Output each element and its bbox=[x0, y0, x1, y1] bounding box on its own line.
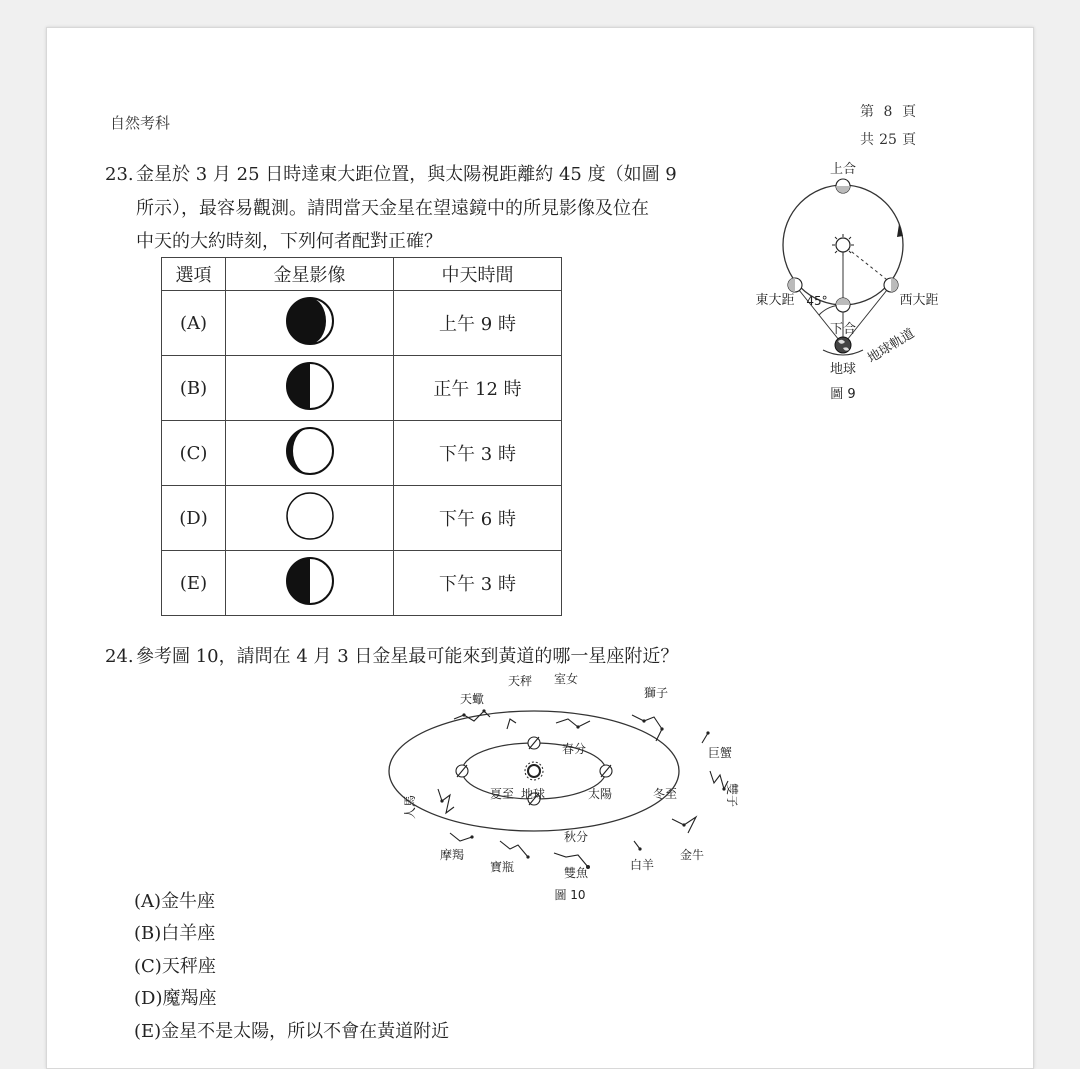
venus-phase-b-icon bbox=[285, 361, 335, 411]
venus-phase-image bbox=[226, 356, 394, 421]
exam-page bbox=[46, 27, 1034, 1069]
transit-time: 正午 12 時 bbox=[394, 356, 562, 421]
transit-time: 下午 6 時 bbox=[394, 486, 562, 551]
label-scorpio: 天蠍 bbox=[459, 692, 485, 706]
q23-line3: 中天的大約時刻，下列何者配對正確？ bbox=[136, 231, 442, 252]
option-label: (D) bbox=[162, 486, 226, 551]
q23-number: 23. bbox=[105, 164, 134, 185]
constellation-stars bbox=[440, 709, 725, 869]
capricorn-figure bbox=[450, 833, 472, 841]
label-angle: 45° bbox=[806, 294, 828, 308]
total-pages: 25 bbox=[879, 132, 897, 148]
option-label: (E) bbox=[162, 551, 226, 616]
label-earth-orbit: 地球軌道 bbox=[865, 326, 918, 367]
table-row bbox=[162, 486, 562, 551]
venus-phase-image bbox=[226, 551, 394, 616]
option-label: (B) bbox=[162, 356, 226, 421]
total-label-1: 共 bbox=[860, 132, 874, 148]
choice-b: (B)白羊座 bbox=[134, 923, 216, 944]
earth-summer-icon bbox=[456, 765, 468, 777]
sagittarius-figure bbox=[438, 789, 454, 813]
transit-time: 上午 9 時 bbox=[394, 291, 562, 356]
aquarius-figure bbox=[500, 841, 528, 857]
q23-options-table bbox=[161, 257, 562, 616]
figure-9-venus-orbit bbox=[747, 158, 967, 408]
venus-phase-a-icon bbox=[285, 296, 335, 346]
label-pisces: 雙魚 bbox=[563, 866, 589, 880]
label-autumn-equinox: 秋分 bbox=[563, 830, 589, 844]
label-taurus: 金牛 bbox=[679, 848, 705, 862]
choice-d: (D)魔羯座 bbox=[134, 988, 217, 1009]
label-libra: 天秤 bbox=[507, 674, 533, 688]
label-leo: 獅子 bbox=[643, 686, 669, 700]
header-time: 中天時間 bbox=[394, 258, 562, 291]
label-virgo: 室女 bbox=[553, 672, 579, 686]
page-number: 8 bbox=[883, 104, 893, 120]
label-sun: 太陽 bbox=[587, 787, 613, 801]
q24-text: 參考圖 10，請問在 4 月 3 日金星最可能來到黃道的哪一星座附近？ bbox=[136, 646, 679, 667]
label-gemini: 雙子 bbox=[725, 782, 739, 808]
label-winter-solstice: 冬至 bbox=[652, 787, 678, 801]
venus-west-elongation-icon bbox=[884, 278, 898, 292]
libra-figure bbox=[507, 719, 516, 729]
venus-upper-conjunction-icon bbox=[836, 179, 850, 193]
earth-spring-icon bbox=[528, 737, 540, 749]
table-row bbox=[162, 291, 562, 356]
header-image: 金星影像 bbox=[226, 258, 394, 291]
sun-icon bbox=[525, 762, 543, 780]
venus-phase-d-icon bbox=[285, 491, 335, 541]
choice-e: (E)金星不是太陽，所以不會在黃道附近 bbox=[134, 1021, 450, 1042]
label-earth: 地球 bbox=[829, 362, 857, 377]
label-spring-equinox: 春分 bbox=[561, 742, 587, 756]
label-west-elongation: 西大距 bbox=[899, 293, 939, 308]
pisces-figure bbox=[554, 853, 588, 867]
label-capricorn: 摩羯 bbox=[439, 848, 465, 862]
venus-phase-image bbox=[226, 291, 394, 356]
header-option: 選項 bbox=[162, 258, 226, 291]
table-header-row bbox=[162, 258, 562, 291]
q23-line1: 金星於 3 月 25 日時達東大距位置，與太陽視距離約 45 度（如圖 9 bbox=[136, 164, 677, 185]
venus-phase-image bbox=[226, 421, 394, 486]
venus-east-elongation-icon bbox=[788, 278, 802, 292]
page-label-2: 頁 bbox=[902, 104, 916, 120]
label-aquarius: 寶瓶 bbox=[489, 860, 515, 874]
cancer-figure bbox=[702, 733, 708, 743]
virgo-figure bbox=[556, 719, 590, 727]
earth-winter-icon bbox=[600, 765, 612, 777]
option-label: (C) bbox=[162, 421, 226, 486]
earth-icon bbox=[835, 337, 851, 353]
table-row bbox=[162, 356, 562, 421]
label-aries: 白羊 bbox=[629, 858, 655, 872]
page-indicator bbox=[860, 98, 916, 154]
transit-time: 下午 3 時 bbox=[394, 551, 562, 616]
venus-phase-c-icon bbox=[285, 426, 335, 476]
venus-phase-e-icon bbox=[285, 556, 335, 606]
venus-phase-image bbox=[226, 486, 394, 551]
subject-title: 自然考科 bbox=[110, 114, 171, 132]
label-cancer: 巨蟹 bbox=[707, 746, 733, 760]
sun-west-dotted bbox=[847, 248, 891, 283]
choice-c: (C)天秤座 bbox=[134, 956, 216, 977]
transit-time: 下午 3 時 bbox=[394, 421, 562, 486]
q24-number: 24. bbox=[105, 646, 134, 667]
q23-line2: 所示），最容易觀測。請問當天金星在望遠鏡中的所見影像及位在 bbox=[136, 198, 649, 219]
table-row bbox=[162, 421, 562, 486]
label-summer-solstice: 夏至 bbox=[489, 787, 515, 801]
choice-a: (A)金牛座 bbox=[134, 891, 216, 912]
page-label-1: 第 bbox=[860, 104, 874, 120]
label-sagittarius: 人馬 bbox=[403, 794, 417, 820]
total-label-2: 頁 bbox=[902, 132, 916, 148]
label-upper-conjunction: 上合 bbox=[829, 162, 857, 177]
figure-9-caption: 圖 9 bbox=[830, 387, 856, 402]
label-east-elongation: 東大距 bbox=[755, 293, 795, 308]
venus-lower-conjunction-icon bbox=[836, 298, 850, 312]
label-lower-conjunction: 下合 bbox=[829, 322, 857, 337]
table-row bbox=[162, 551, 562, 616]
label-earth: 地球 bbox=[520, 787, 546, 801]
figure-10-zodiac bbox=[342, 671, 742, 902]
figure-10-caption: 圖 10 bbox=[554, 888, 586, 902]
option-label: (A) bbox=[162, 291, 226, 356]
